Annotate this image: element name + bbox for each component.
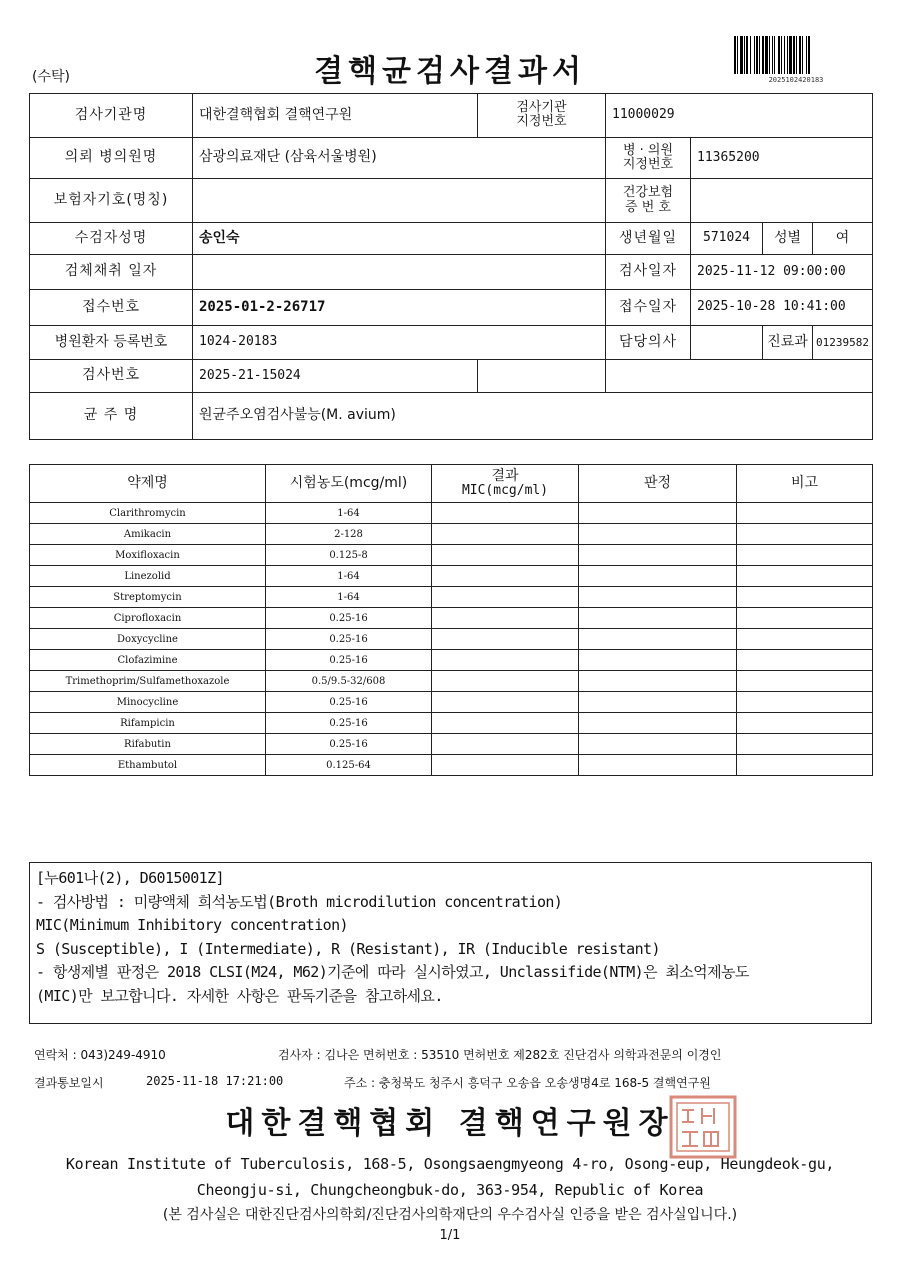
concentration-cell: 2-128 <box>266 524 432 545</box>
document-title: 결핵균검사결과서 <box>314 54 586 89</box>
drug-name-cell: Rifampicin <box>30 713 266 734</box>
drug-name-cell: Clarithromycin <box>30 503 266 524</box>
concentration-cell: 0.125-64 <box>266 755 432 776</box>
mic-cell <box>432 545 579 566</box>
mic-cell <box>432 524 579 545</box>
drug-column-header: 약제명 <box>30 465 266 503</box>
drug-susceptibility-table <box>29 464 873 776</box>
interpretation-cell <box>579 524 737 545</box>
patient-name-label: 수검자성명 <box>30 222 193 254</box>
remark-cell <box>737 713 873 734</box>
drug-name-cell: Amikacin <box>30 524 266 545</box>
commission-label: (수탁) <box>32 69 70 85</box>
drug-name-cell: Clofazimine <box>30 650 266 671</box>
concentration-cell: 0.25-16 <box>266 734 432 755</box>
strain-label: 균 주 명 <box>30 393 193 440</box>
interpretation-cell <box>579 650 737 671</box>
mic-cell <box>432 713 579 734</box>
note-mic: MIC(Minimum Inhibitory concentration) <box>36 916 348 934</box>
collect-date-label: 검체채취 일자 <box>30 255 193 289</box>
lab-id-label-line1: 검사기관 <box>516 100 567 116</box>
test-date-value: 2025-11-12 09:00:00 <box>691 255 873 289</box>
dept-value: 01239582 <box>813 326 873 359</box>
patient-name-value: 송인숙 <box>193 222 606 254</box>
certification-note: (본 검사실은 대한진단검사의학회/진단검사의학재단의 우수검사실 인증을 받은 검사실입니다.) <box>162 1207 738 1223</box>
remark-cell <box>737 587 873 608</box>
mic-cell <box>432 587 579 608</box>
drug-name-cell: Streptomycin <box>30 587 266 608</box>
interpretation-cell <box>579 608 737 629</box>
drug-name-cell: Minocycline <box>30 692 266 713</box>
sex-value: 여 <box>813 222 873 254</box>
interpretation-cell <box>579 755 737 776</box>
barcode-icon <box>732 36 860 74</box>
concentration-cell: 0.25-16 <box>266 629 432 650</box>
remark-cell <box>737 608 873 629</box>
drug-row <box>30 713 873 734</box>
hospital-id-value: 11365200 <box>691 137 873 179</box>
notes-box <box>29 862 872 1024</box>
note-legend: S (Susceptible), I (Intermediate), R (Resistant), IR (Inducible resistant) <box>36 939 660 958</box>
notify-datetime: 2025-11-18 17:21:00 <box>146 1074 284 1088</box>
mic-cell <box>432 650 579 671</box>
drug-name-cell: Rifabutin <box>30 734 266 755</box>
concentration-column-header: 시험농도(mcg/ml) <box>266 465 432 503</box>
barcode-number: 2025102420183 <box>768 76 824 84</box>
patient-info-table <box>29 93 873 440</box>
test-no-label: 검사번호 <box>30 359 193 392</box>
drug-name-cell: Ciprofloxacin <box>30 608 266 629</box>
lab-name-label: 검사기관명 <box>30 94 193 138</box>
concentration-cell: 1-64 <box>266 503 432 524</box>
hospital-value: 삼광의료재단 (삼육서울병원) <box>193 137 606 179</box>
note-criteria: - 항생제별 판정은 2018 CLSI(M24, M62)기준에 따라 실시하였고, Unclassifide(NTM)은 최소억제농도 <box>36 963 749 981</box>
strain-value: 원균주오염검사불능(M. avium) <box>193 393 873 440</box>
drug-row <box>30 566 873 587</box>
remark-cell <box>737 692 873 713</box>
interpretation-cell <box>579 566 737 587</box>
hospital-label: 의뢰 병의원명 <box>30 137 193 179</box>
drug-row <box>30 524 873 545</box>
note-method: - 검사방법 : 미량액체 희석농도법(Broth microdilution concentration) <box>36 892 563 911</box>
address-info: 주소 : 충청북도 청주시 흥덕구 오송읍 오송생명4로 168-5 결핵연구원 <box>344 1076 711 1090</box>
mic-column-header <box>432 465 579 503</box>
remark-column-header: 비고 <box>737 465 873 503</box>
concentration-cell: 1-64 <box>266 566 432 587</box>
mic-cell <box>432 755 579 776</box>
receipt-date-value: 2025-10-28 10:41:00 <box>691 289 873 326</box>
drug-row <box>30 755 873 776</box>
institution-name: 대한결핵협회 결핵연구원장 <box>225 1106 675 1141</box>
remark-cell <box>737 671 873 692</box>
remark-cell <box>737 755 873 776</box>
test-no-blank-2 <box>606 359 873 392</box>
remark-cell <box>737 734 873 755</box>
drug-row <box>30 650 873 671</box>
remark-cell <box>737 566 873 587</box>
drug-name-cell: Doxycycline <box>30 629 266 650</box>
drug-row <box>30 629 873 650</box>
interpretation-cell <box>579 503 737 524</box>
mic-header-line2: MIC(mcg/ml) <box>461 483 549 499</box>
concentration-cell: 0.25-16 <box>266 692 432 713</box>
remark-cell <box>737 503 873 524</box>
interpretation-cell <box>579 692 737 713</box>
drug-name-cell: Ethambutol <box>30 755 266 776</box>
collect-date-value <box>193 255 606 289</box>
mic-cell <box>432 608 579 629</box>
test-no-blank <box>478 359 606 392</box>
drug-name-cell: Trimethoprim/Sulfamethoxazole <box>30 671 266 692</box>
concentration-cell: 0.25-16 <box>266 713 432 734</box>
birth-value: 571024 <box>691 222 763 254</box>
lab-id-value: 11000029 <box>606 94 873 138</box>
drug-row <box>30 503 873 524</box>
concentration-cell: 0.25-16 <box>266 650 432 671</box>
doctor-label: 담당의사 <box>606 326 691 359</box>
drug-name-cell: Moxifloxacin <box>30 545 266 566</box>
insurance-no-value <box>691 179 873 223</box>
mic-cell <box>432 566 579 587</box>
drug-name-cell: Linezolid <box>30 566 266 587</box>
dept-label: 진료과 <box>763 326 813 359</box>
doctor-value <box>691 326 763 359</box>
receipt-date-label: 접수일자 <box>606 289 691 326</box>
interpretation-cell <box>579 629 737 650</box>
patient-reg-label: 병원환자 등록번호 <box>30 326 193 359</box>
mic-cell <box>432 503 579 524</box>
drug-row <box>30 671 873 692</box>
birth-label: 생년월일 <box>606 222 691 254</box>
mic-cell <box>432 692 579 713</box>
insurer-label: 보험자기호(명칭) <box>30 179 193 223</box>
insurance-no-label-line1: 건강보험 <box>622 185 674 201</box>
english-address-line1: Korean Institute of Tuberculosis, 168-5, Osongsaengmyeong 4-ro, Osong-eup, Heungdeok-gu, <box>65 1155 835 1173</box>
concentration-cell: 0.25-16 <box>266 608 432 629</box>
test-date-label: 검사일자 <box>606 255 691 289</box>
english-address-line2: Cheongju-si, Chungcheongbuk-do, 363-954, Republic of Korea <box>196 1181 704 1199</box>
test-no-value: 2025-21-15024 <box>193 359 478 392</box>
drug-row <box>30 608 873 629</box>
insurance-no-label <box>606 179 691 223</box>
concentration-cell: 0.5/9.5-32/608 <box>266 671 432 692</box>
remark-cell <box>737 650 873 671</box>
patient-reg-value: 1024-20183 <box>193 326 606 359</box>
remark-cell <box>737 629 873 650</box>
lab-name-value: 대한결핵협회 결핵연구원 <box>193 94 478 138</box>
interpretation-cell <box>579 587 737 608</box>
sex-label: 성별 <box>763 222 813 254</box>
lab-id-label-line2: 지정번호 <box>516 114 567 130</box>
remark-cell <box>737 524 873 545</box>
notify-label: 결과통보일시 <box>34 1076 104 1090</box>
receipt-no-label: 접수번호 <box>30 289 193 326</box>
contact-info: 연락처 : 043)249-4910 <box>34 1048 166 1062</box>
receipt-no-value: 2025-01-2-26717 <box>193 289 606 326</box>
examiner-info: 검사자 : 김나은 면허번호 : 53510 면허번호 제282호 진단검사 의학과전문의 이경인 <box>278 1048 722 1062</box>
concentration-cell: 1-64 <box>266 587 432 608</box>
mic-cell <box>432 734 579 755</box>
mic-cell <box>432 671 579 692</box>
insurer-value <box>193 179 606 223</box>
hospital-id-label-line2: 지정번호 <box>622 156 674 172</box>
drug-row <box>30 587 873 608</box>
mic-cell <box>432 629 579 650</box>
interpretation-column-header: 판정 <box>579 465 737 503</box>
note-criteria-cont: (MIC)만 보고합니다. 자세한 사항은 판독기준을 참고하세요. <box>36 986 443 1005</box>
remark-cell <box>737 545 873 566</box>
drug-table-body <box>30 503 873 776</box>
lab-id-label <box>478 94 606 138</box>
hospital-id-label <box>606 137 691 179</box>
interpretation-cell <box>579 734 737 755</box>
drug-row <box>30 545 873 566</box>
concentration-cell: 0.125-8 <box>266 545 432 566</box>
page-number: 1/1 <box>439 1228 461 1243</box>
drug-row <box>30 734 873 755</box>
mic-header-line1: 결과 <box>491 468 519 485</box>
insurance-no-label-line2: 증 번 호 <box>625 199 671 215</box>
hospital-id-label-line1: 병 · 의원 <box>622 142 674 158</box>
interpretation-cell <box>579 713 737 734</box>
drug-row <box>30 692 873 713</box>
interpretation-cell <box>579 545 737 566</box>
interpretation-cell <box>579 671 737 692</box>
note-code: [누601나(2), D6015001Z] <box>36 869 224 887</box>
